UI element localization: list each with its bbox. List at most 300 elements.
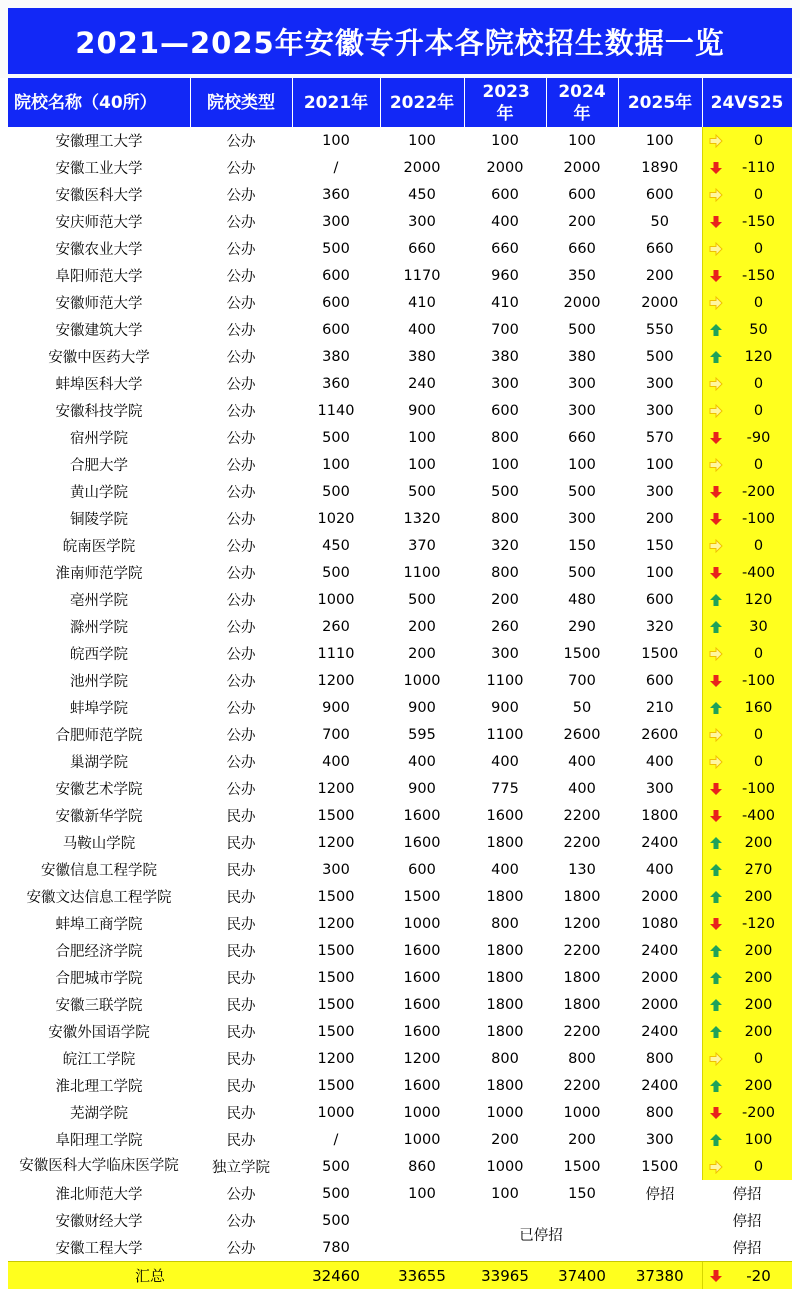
stopped-note: 已停招 (519, 1227, 563, 1244)
enrollment-y2024: 400 (568, 780, 596, 797)
school-type: 民办 (226, 1106, 256, 1122)
enrollment-y2025: 2400 (641, 942, 679, 959)
enrollment-y2021: 1200 (317, 672, 355, 689)
arrow-right-icon (709, 755, 723, 769)
enrollment-y2023: 300 (491, 645, 519, 662)
school-type: 民办 (226, 809, 256, 825)
enrollment-y2023: 600 (491, 402, 519, 419)
school-name: 合肥经济学院 (55, 944, 143, 960)
change-value: 0 (753, 753, 764, 770)
school-name: 合肥师范学院 (55, 728, 143, 744)
enrollment-y2024: 800 (568, 1050, 596, 1067)
change-value: 0 (753, 726, 764, 743)
title-banner (0, 0, 800, 78)
change-cell (702, 586, 792, 613)
enrollment-y2025: 1890 (641, 159, 679, 176)
arrow-down-icon (709, 566, 723, 580)
enrollment-y2025: 300 (645, 780, 674, 797)
change-cell (702, 640, 792, 667)
enrollment-y2023: 100 (491, 132, 519, 149)
change-value: 200 (744, 888, 773, 905)
enrollment-y2023: 1800 (486, 969, 524, 986)
enrollment-y2022: 500 (408, 591, 436, 608)
enrollment-y2025: 2000 (641, 888, 679, 905)
change-cell (702, 883, 792, 910)
enrollment-y2023: 1800 (486, 996, 524, 1013)
enrollment-y2022: 1000 (403, 1104, 441, 1121)
enrollment-y2022: 1200 (403, 1050, 441, 1067)
enrollment-y2021: / (333, 1131, 339, 1148)
enrollment-y2021: 500 (322, 1185, 350, 1202)
enrollment-y2021: 1020 (317, 510, 355, 527)
total-y2022: 33655 (380, 1262, 464, 1290)
arrow-up-icon (709, 1079, 723, 1093)
change-cell (702, 1045, 792, 1072)
enrollment-y2023: 700 (491, 321, 519, 338)
enrollment-y2024: 700 (568, 672, 596, 689)
enrollment-y2022: 900 (408, 699, 436, 716)
enrollment-y2023: 1600 (486, 807, 524, 824)
enrollment-y2021: 1500 (317, 996, 355, 1013)
enrollment-y2023: 775 (491, 780, 519, 797)
enrollment-y2024: 200 (568, 213, 596, 230)
enrollment-y2021: 1110 (317, 645, 355, 662)
change-cell (702, 181, 792, 208)
school-name: 宿州学院 (70, 431, 128, 447)
school-type: 公办 (226, 620, 256, 636)
school-type: 公办 (226, 269, 256, 285)
change-value: 0 (753, 132, 764, 149)
enrollment-y2021: 1500 (317, 807, 355, 824)
change-stopped: 停招 (732, 1241, 762, 1257)
change-cell (702, 802, 792, 829)
enrollment-y2024: 1800 (563, 996, 601, 1013)
change-value: 200 (744, 834, 773, 851)
enrollment-y2025: 320 (645, 618, 674, 635)
change-cell (702, 505, 792, 532)
enrollment-y2021: 500 (322, 429, 350, 446)
change-value: 0 (753, 186, 764, 203)
enrollment-y2025: 2400 (641, 834, 679, 851)
header-cell: 24VS25 (702, 78, 792, 127)
school-type: 民办 (226, 863, 256, 879)
table-row (8, 829, 792, 856)
school-type: 民办 (226, 917, 256, 933)
school-name: 芜湖学院 (70, 1106, 128, 1122)
school-name: 蚌埠学院 (70, 701, 128, 717)
table-row (8, 343, 792, 370)
change-value: 0 (753, 375, 764, 392)
table-row (8, 856, 792, 883)
table-row (8, 478, 792, 505)
change-value: -400 (742, 564, 775, 581)
enrollment-y2022: 500 (408, 483, 436, 500)
enrollment-y2023: 800 (491, 915, 519, 932)
change-value: 160 (744, 699, 773, 716)
school-type: 公办 (226, 458, 256, 474)
change-value: 200 (744, 969, 773, 986)
change-value: 200 (744, 942, 773, 959)
enrollment-y2025: 200 (645, 267, 674, 284)
enrollment-y2025: 500 (645, 348, 674, 365)
school-name: 合肥大学 (70, 458, 128, 474)
arrow-up-icon (709, 1025, 723, 1039)
table-row (8, 289, 792, 316)
school-type: 公办 (226, 647, 256, 663)
table-row (8, 694, 792, 721)
school-name: 安徽医科大学临床医学院 (19, 1158, 179, 1174)
change-cell (702, 316, 792, 343)
table-row (8, 748, 792, 775)
enrollment-y2025: 300 (645, 402, 674, 419)
change-cell (702, 613, 792, 640)
enrollment-y2021: 500 (322, 240, 350, 257)
school-name: 蚌埠医科大学 (55, 377, 143, 393)
table-row (8, 937, 792, 964)
change-cell (702, 937, 792, 964)
arrow-up-icon (709, 971, 723, 985)
arrow-up-icon (709, 620, 723, 634)
enrollment-y2021: 400 (322, 753, 350, 770)
school-name: 合肥城市学院 (55, 971, 143, 987)
arrow-right-icon (709, 458, 723, 472)
enrollment-y2025: 1080 (641, 915, 679, 932)
arrow-right-icon (709, 377, 723, 391)
enrollment-y2023: 400 (491, 861, 519, 878)
enrollment-y2022: 900 (408, 780, 436, 797)
enrollment-y2021: 1200 (317, 1050, 355, 1067)
change-value: 0 (753, 294, 764, 311)
enrollment-y2025: 2600 (641, 726, 679, 743)
school-name: 亳州学院 (70, 593, 128, 609)
table-row-stopped (8, 1180, 792, 1207)
arrow-right-icon (709, 539, 723, 553)
enrollment-y2023: 600 (491, 186, 519, 203)
change-stopped: 停招 (732, 1187, 762, 1203)
arrow-up-icon (709, 836, 723, 850)
school-name: 安徽工程大学 (55, 1241, 143, 1257)
table-row (8, 721, 792, 748)
enrollment-y2024: 2000 (563, 159, 601, 176)
change-value: -200 (742, 1104, 775, 1121)
enrollment-y2023: 1000 (486, 1104, 524, 1121)
arrow-right-icon (709, 188, 723, 202)
enrollment-y2021: 500 (322, 564, 350, 581)
school-name: 安徽三联学院 (55, 998, 143, 1014)
enrollment-y2024: 290 (568, 618, 596, 635)
change-cell (702, 478, 792, 505)
school-name: 马鞍山学院 (62, 836, 136, 852)
table-row (8, 1099, 792, 1126)
enrollment-y2025: 150 (645, 537, 674, 554)
change-value: 50 (749, 321, 768, 338)
school-type: 公办 (226, 350, 256, 366)
enrollment-y2022: 600 (408, 861, 436, 878)
school-type: 民办 (226, 836, 256, 852)
table-row (8, 181, 792, 208)
enrollment-y2022: 200 (408, 645, 436, 662)
table-row (8, 1045, 792, 1072)
enrollment-y2025: 600 (645, 591, 674, 608)
enrollment-y2023: 800 (491, 510, 519, 527)
enrollment-y2021: 100 (322, 132, 350, 149)
enrollment-y2021: 1500 (317, 969, 355, 986)
change-cell (702, 910, 792, 937)
school-type: 公办 (226, 755, 256, 771)
school-type: 民办 (226, 944, 256, 960)
enrollment-y2023: 100 (491, 456, 519, 473)
enrollment-y2023: 1800 (486, 1023, 524, 1040)
table-row (8, 235, 792, 262)
school-name: 滁州学院 (70, 620, 128, 636)
change-cell (702, 127, 792, 154)
school-name: 安徽中医药大学 (48, 350, 150, 366)
enrollment-y2025: 400 (645, 753, 674, 770)
enrollment-y2025: 100 (645, 132, 674, 149)
table-row (8, 505, 792, 532)
enrollment-y2023: 400 (491, 213, 519, 230)
enrollment-y2025: 50 (650, 213, 669, 230)
total-y2024: 37400 (546, 1262, 618, 1290)
table-row (8, 154, 792, 181)
header-cell: 2025年 (618, 78, 702, 127)
table-row (8, 397, 792, 424)
enrollment-y2022: 1320 (403, 510, 441, 527)
enrollment-y2025: 600 (645, 186, 674, 203)
table-row (8, 667, 792, 694)
school-name: 安徽工业大学 (55, 161, 143, 177)
enrollment-y2023: 300 (491, 375, 519, 392)
enrollment-y2021: 450 (322, 537, 350, 554)
enrollment-y2022: 240 (408, 375, 436, 392)
school-name: 阜阳师范大学 (55, 269, 143, 285)
enrollment-y2022: 400 (408, 321, 436, 338)
enrollment-y2021: 1500 (317, 1023, 355, 1040)
school-type: 公办 (226, 1241, 256, 1257)
enrollment-y2021: 500 (322, 1158, 350, 1175)
arrow-up-icon (709, 1133, 723, 1147)
change-cell (702, 748, 792, 775)
change-cell (702, 343, 792, 370)
enrollment-y2022: 1600 (403, 1077, 441, 1094)
change-value: 0 (753, 537, 764, 554)
school-name: 安徽建筑大学 (55, 323, 143, 339)
enrollment-y2021: 1000 (317, 1104, 355, 1121)
enrollment-y2022: 900 (408, 402, 436, 419)
enrollment-y2024: 150 (568, 537, 596, 554)
school-type: 公办 (226, 134, 256, 150)
arrow-down-icon (709, 269, 723, 283)
change-value: 270 (744, 861, 773, 878)
school-name: 安徽农业大学 (55, 242, 143, 258)
enrollment-y2022: 1600 (403, 996, 441, 1013)
arrow-up-icon (709, 998, 723, 1012)
change-value: 0 (753, 1050, 764, 1067)
enrollment-y2021: 900 (322, 699, 350, 716)
table-row (8, 208, 792, 235)
table-row (8, 559, 792, 586)
enrollment-y2024: 2200 (563, 834, 601, 851)
enrollment-y2024: 150 (568, 1185, 596, 1202)
school-name: 淮北理工学院 (55, 1079, 143, 1095)
school-name: 安徽师范大学 (55, 296, 143, 312)
change-value: -100 (742, 780, 775, 797)
school-type: 民办 (226, 998, 256, 1014)
enrollment-y2023: 800 (491, 1050, 519, 1067)
change-cell (702, 829, 792, 856)
change-value: -20 (746, 1266, 771, 1285)
enrollment-y2025: 210 (645, 699, 674, 716)
enrollment-y2022: 1000 (403, 915, 441, 932)
change-value: 0 (753, 402, 764, 419)
enrollment-y2024: 2000 (563, 294, 601, 311)
school-name: 黄山学院 (70, 485, 128, 501)
arrow-down-icon (709, 782, 723, 796)
school-type: 民办 (226, 1025, 256, 1041)
enrollment-y2022: 1500 (403, 888, 441, 905)
arrow-down-icon (709, 512, 723, 526)
change-value: 0 (753, 240, 764, 257)
school-name: 安徽艺术学院 (55, 782, 143, 798)
school-type: 公办 (226, 782, 256, 798)
enrollment-y2022: 660 (408, 240, 436, 257)
enrollment-y2024: 480 (568, 591, 596, 608)
table-row (8, 640, 792, 667)
enrollment-y2025: 300 (645, 483, 674, 500)
enrollment-y2022: 1600 (403, 942, 441, 959)
enrollment-y2022: 100 (408, 1185, 436, 1202)
enrollment-y2021: 700 (322, 726, 350, 743)
arrow-right-icon (709, 242, 723, 256)
school-type: 公办 (226, 593, 256, 609)
enrollment-y2024: 300 (568, 375, 596, 392)
arrow-up-icon (709, 701, 723, 715)
enrollment-y2022: 380 (408, 348, 436, 365)
enrollment-y2025: 2400 (641, 1077, 679, 1094)
enrollment-y2023: 1800 (486, 888, 524, 905)
enrollment-y2022: 100 (408, 456, 436, 473)
enrollment-y2025: 400 (645, 861, 674, 878)
school-name: 皖南医学院 (62, 539, 136, 555)
enrollment-y2025: 1800 (641, 807, 679, 824)
enrollment-y2022: 860 (408, 1158, 436, 1175)
enrollment-y2022: 1600 (403, 969, 441, 986)
arrow-up-icon (709, 890, 723, 904)
enrollment-y2025: 100 (645, 456, 674, 473)
change-value: 200 (744, 1023, 773, 1040)
table-row (8, 586, 792, 613)
enrollment-y2025: 1500 (641, 645, 679, 662)
change-stopped: 停招 (732, 1214, 762, 1230)
change-value: 0 (753, 456, 764, 473)
enrollment-y2022: 370 (408, 537, 436, 554)
change-cell (702, 154, 792, 181)
enrollment-y2022: 300 (408, 213, 436, 230)
enrollment-y2023: 660 (491, 240, 519, 257)
enrollment-y2024: 500 (568, 321, 596, 338)
enrollment-y2023: 410 (491, 294, 519, 311)
school-name: 铜陵学院 (70, 512, 128, 528)
enrollment-y2021: 1140 (317, 402, 355, 419)
enrollment-y2024: 660 (568, 429, 596, 446)
enrollment-y2021: 380 (322, 348, 350, 365)
arrow-down-icon (709, 1269, 723, 1283)
enrollment-y2023: 1800 (486, 834, 524, 851)
enrollment-y2024: 400 (568, 753, 596, 770)
change-cell (702, 235, 792, 262)
total-y2023: 33965 (464, 1262, 546, 1290)
school-name: 淮北师范大学 (55, 1187, 143, 1203)
school-type: 公办 (226, 404, 256, 420)
change-cell (702, 424, 792, 451)
table-row (8, 1126, 792, 1153)
school-name: 安庆师范大学 (55, 215, 143, 231)
page-title: 2021—2025年安徽专升本各院校招生数据一览 (8, 8, 792, 74)
school-type: 公办 (226, 539, 256, 555)
arrow-down-icon (709, 674, 723, 688)
enrollment-y2022: 595 (408, 726, 436, 743)
enrollment-y2021: 1500 (317, 942, 355, 959)
enrollment-y2024: 1800 (563, 888, 601, 905)
enrollment-y2021: 1200 (317, 915, 355, 932)
school-name: 安徽医科大学 (55, 188, 143, 204)
school-type: 民办 (226, 1052, 256, 1068)
table-row-stopped (8, 1207, 792, 1234)
change-cell (702, 289, 792, 316)
school-type: 公办 (226, 512, 256, 528)
school-name: 皖江工学院 (62, 1052, 136, 1068)
change-cell (702, 262, 792, 289)
enrollment-y2024: 2200 (563, 1023, 601, 1040)
change-value: -400 (742, 807, 775, 824)
enrollment-y2022: 1600 (403, 1023, 441, 1040)
arrow-up-icon (709, 350, 723, 364)
arrow-down-icon (709, 431, 723, 445)
enrollment-y2021: 780 (322, 1239, 350, 1256)
enrollment-y2025: 300 (645, 1131, 674, 1148)
change-value: 100 (744, 1131, 773, 1148)
total-row (8, 1262, 792, 1290)
enrollment-y2025: 2000 (641, 996, 679, 1013)
table-row (8, 1072, 792, 1099)
arrow-down-icon (709, 809, 723, 823)
enrollment-y2024: 660 (568, 240, 596, 257)
change-cell (702, 1153, 792, 1180)
enrollment-y2025: 660 (645, 240, 674, 257)
school-type: 公办 (226, 377, 256, 393)
school-type: 公办 (226, 215, 256, 231)
table-row (8, 1018, 792, 1045)
enrollment-y2022: 100 (408, 132, 436, 149)
arrow-right-icon (709, 134, 723, 148)
school-name: 安徽科技学院 (55, 404, 143, 420)
table-row (8, 775, 792, 802)
enrollment-y2023: 1800 (486, 1077, 524, 1094)
arrow-up-icon (709, 944, 723, 958)
school-type: 民办 (226, 971, 256, 987)
enrollment-y2022: 410 (408, 294, 436, 311)
enrollment-y2022: 2000 (403, 159, 441, 176)
school-type: 公办 (226, 485, 256, 501)
change-value: -90 (746, 429, 771, 446)
enrollment-y2022: 1000 (403, 672, 441, 689)
change-value: -150 (742, 213, 775, 230)
school-type: 公办 (226, 1214, 256, 1230)
school-name: 淮南师范学院 (55, 566, 143, 582)
enrollment-y2021: 300 (322, 861, 350, 878)
table-row (8, 262, 792, 289)
school-type: 公办 (226, 701, 256, 717)
